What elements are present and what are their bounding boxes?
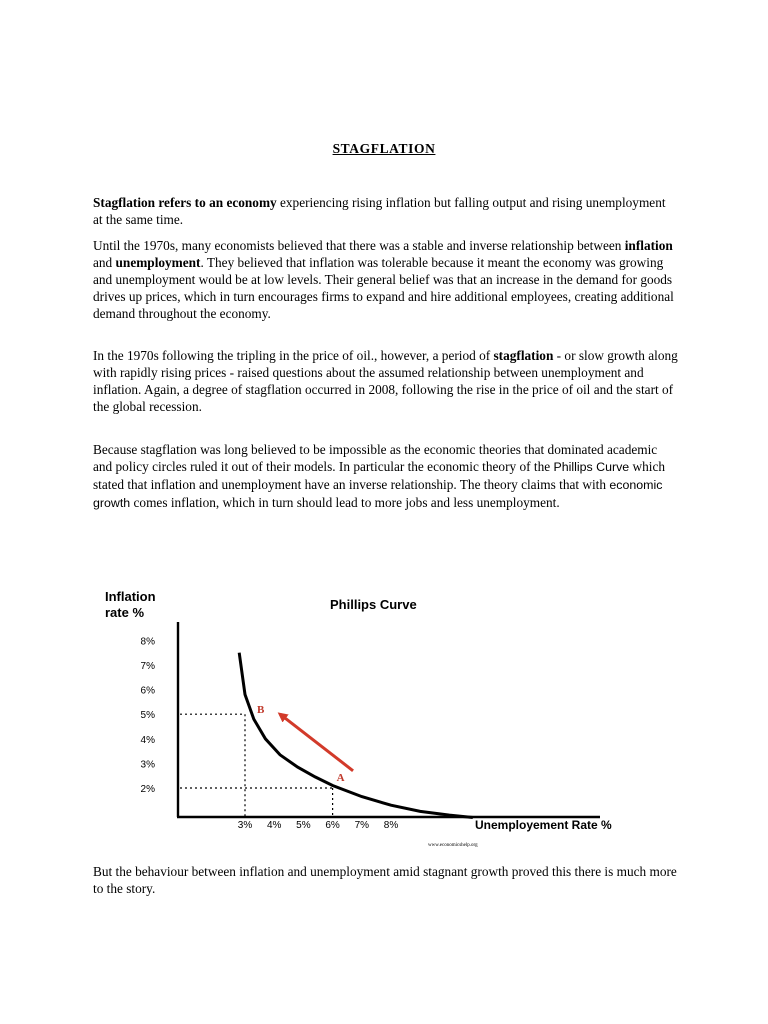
y-tick-label: 7%	[140, 661, 155, 672]
paragraph-text: experiencing rising inflation but falling output and rising unemployment at the same time.	[93, 195, 666, 227]
point-label-a: A	[336, 772, 345, 784]
y-axis-label-line1: Inflation	[105, 589, 156, 604]
x-tick-label: 5%	[296, 820, 311, 831]
bold-term: unemployment	[115, 255, 201, 270]
bold-term: stagflation	[493, 348, 554, 363]
page-title: STAGFLATION	[332, 141, 436, 156]
bold-term: Stagflation refers to an economy	[93, 195, 277, 210]
x-axis-label: Unemployement Rate %	[475, 818, 612, 832]
y-tick-label: 3%	[140, 759, 155, 771]
y-tick-label: 5%	[140, 710, 155, 722]
y-tick-label: 2%	[140, 784, 155, 795]
y-axis-label-line2: rate %	[105, 605, 145, 620]
point-label-b: B	[257, 704, 265, 717]
x-tick-label: 6%	[325, 820, 340, 831]
paragraph-text: and	[93, 255, 116, 270]
phillips-curve-link[interactable]: Phillips Curve	[553, 460, 630, 474]
paragraph-text: But the behaviour between inflation and unemployment amid stagnant growth proved this there is much more to the story.	[93, 864, 677, 896]
paragraph-text: comes inflation, which in turn should lead to more jobs and less unemployment.	[130, 495, 560, 510]
paragraph-history	[93, 237, 678, 322]
x-tick-label: 7%	[354, 820, 370, 831]
paragraph-1970s	[93, 347, 678, 415]
chart-title: Phillips Curve	[330, 597, 417, 612]
x-tick-label: 4%	[266, 820, 282, 831]
paragraph-text: - or slow growth along with rapidly rising prices - raised questions about the assumed relationship between unemployment and inflation. Again, a degree of stagflation occurred in 2008, following the rise in the price of oil and the start of the global recession.	[93, 348, 678, 414]
source-credit: www.economicshelp.org	[428, 843, 478, 848]
phillips-curve-chart	[100, 585, 660, 855]
y-tick-label: 8%	[140, 636, 155, 648]
paragraph-text: . They believed that inflation was tolerable because it meant the economy was growing and unemployment would be at low levels. Their general belief was that an increase in the demand for goods drives up prices, which in turn encourages firms to expand and hire additional employees, creating additional demand throughout the economy.	[93, 255, 674, 321]
economic-growth-link[interactable]: economic growth	[93, 478, 663, 510]
paragraph-text: In the 1970s following the tripling in the price of oil., however, a period of	[93, 348, 494, 363]
paragraph-text: Until the 1970s, many economists believed that there was a stable and inverse relationship between	[93, 238, 625, 253]
y-tick-label: 6%	[140, 685, 155, 697]
y-tick-label: 4%	[140, 734, 155, 746]
phillips-curve-line	[239, 653, 473, 818]
paragraph-conclusion	[93, 863, 678, 897]
x-tick-label: 3%	[237, 820, 253, 831]
paragraph-text: Because stagflation was long believed to be impossible as the economic theories that dominated academic and policy circles ruled it out of their models. In particular the economic theory of the	[93, 442, 658, 474]
paragraph-text: which stated that inflation and unemployment have an inverse relationship. The theory claims that with	[93, 459, 666, 492]
x-tick-label: 8%	[383, 820, 399, 831]
bold-term: inflation	[624, 238, 673, 253]
paragraph-phillips	[93, 441, 678, 512]
paragraph-definition	[93, 194, 678, 228]
